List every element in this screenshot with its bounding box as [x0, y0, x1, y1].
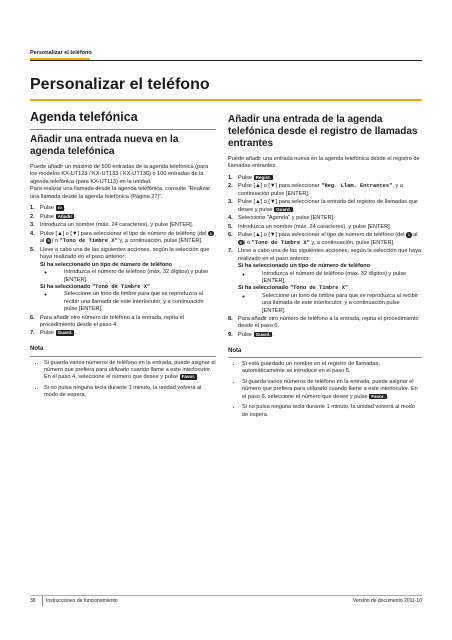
- phonebook-key-icon: ▭: [57, 205, 62, 211]
- save-softkey: Guard.: [276, 206, 291, 212]
- step: 5. Lleve a cabo una de las siguientes acciones, según la selección que haya realizado en el paso anterior: Si ha seleccionado un tipo de número de teléfono ◦ Introduzca el número de teléfono (máx. 32 dígitos) y pulse [ENTER]. Si ha seleccionado "Tono de Timbre X" ◦ Seleccione un tono de timbre para que se reproduzca al recibir una llamada de este interlocutor, y a continuación pulse [ENTER].: [30, 247, 216, 314]
- favorite-softkey: Favor.: [181, 374, 196, 380]
- page-title: Personalizar el teléfono: [30, 76, 210, 93]
- step: 4. Pulse [▲] o [▼] para seleccionar el tipo de número de teléfono (del 1 al 5 ) o "Tono de Timbre X" y, a continuación, pulse [ENTER].: [30, 230, 212, 245]
- step: 3. Pulse [▲] o [▼] para seleccionar la entrada del registro de llamadas que desee y pulse Guard. .: [228, 199, 418, 213]
- save-softkey: Guard.: [57, 330, 73, 336]
- step: 9. Pulse Guard. .: [228, 331, 274, 339]
- intro-paragraph: Puede añadir una entrada nueva en la agenda telefónica desde el registro de llamadas entrantes.: [228, 156, 420, 170]
- step-list: [30, 205, 216, 338]
- step: 6. Pulse [▲] o [▼] para seleccionar el tipo de número de teléfono (del 1 al 5 ) o "Tono de Timbre X" y, a continuación, pulse [ENTER].: [228, 232, 418, 246]
- header-rule: [30, 60, 422, 61]
- add-softkey: Añadir: [57, 213, 73, 219]
- note-item: • Si no pulsa ninguna tecla durante 1 minuto, la unidad volverá al modo de espera.: [242, 404, 422, 419]
- note-heading: Nota: [30, 346, 216, 356]
- note-heading: Nota: [228, 348, 422, 358]
- condition-heading: Si ha seleccionado "Tono de Timbre X": [238, 285, 349, 292]
- running-header: Personalizar el teléfono: [30, 50, 92, 56]
- footer-version: Versión de documento 2011-10: [352, 598, 422, 604]
- intro-paragraph: Para realizar una llamada desde la agenda telefónica, consulte "Realizar una llamada desde la agenda telefónica (Página 27)".: [30, 186, 211, 200]
- note-item: • Si no pulsa ninguna tecla durante 1 minuto, la unidad volverá al modo de espera.: [44, 385, 216, 400]
- step: 5. Introduzca un nombre (máx. 24 caracteres), y pulse [ENTER].: [228, 223, 392, 230]
- subsection-heading: Añadir una entrada nueva en la agenda telefónica: [30, 134, 179, 157]
- step: 1. Pulse ▭ .: [30, 205, 66, 212]
- step: 4. Seleccione "Agenda" y pulse [ENTER].: [228, 215, 335, 222]
- title-rule: [30, 99, 422, 101]
- section-heading: Agenda telefónica: [30, 110, 216, 130]
- condition-heading: Si ha seleccionado "Tono de Timbre X": [40, 284, 151, 291]
- list-item: ◦ Seleccione un tono de timbre para que se reproduzca al recibir una llamada de este interlocutor, y a continuación pulse [ENTER].: [54, 291, 216, 313]
- number-1-icon: 1: [407, 232, 410, 238]
- note-item: • Si guarda varios números de teléfono en la entrada, puede asignar el número que prefiera para utilizarlo cuando llame a este interlocutor. En el paso 6, seleccione el número que desee y pulse Favor. .: [242, 379, 422, 401]
- footer-divider: [42, 596, 43, 606]
- step: 3. Introduzca un nombre (máx. 24 caracteres), y pulse [ENTER].: [30, 222, 194, 229]
- log-softkey: Regist.: [255, 174, 271, 180]
- step: 7. Lleve a cabo una de las siguientes acciones, según la selección que haya realizado en el paso anterior: Si ha seleccionado un tipo de número de teléfono ◦ Introduzca el número de teléfono (máx. 32 dígitos) y pulse [ENTER]. Si ha seleccionado "Tono de Timbre X" ◦ Seleccione un tono de timbre para que se reproduzca al recibir una llamada de este interlocutor, y a continuación pulse [ENTER].: [228, 248, 422, 315]
- save-softkey: Guard.: [255, 331, 271, 337]
- step: 7. Pulse Guard. .: [30, 330, 76, 337]
- list-item: ◦ Introduzca el número de teléfono (máx. 32 dígitos) y pulse [ENTER].: [252, 271, 422, 286]
- note-item: • Si está guardado un nombre en el registro de llamadas, automáticamente se introduce en el paso 5.: [242, 361, 422, 376]
- favorite-softkey: Favor.: [371, 393, 385, 399]
- note-item: • Si guarda varios números de teléfono en la entrada, puede asignar el número que prefiera para utilizarlo cuando llame a este interlocutor. En el paso 4, seleccione el número que desee y pulse Favor. .: [44, 360, 216, 382]
- note-list: [228, 361, 422, 419]
- intro-paragraph: Puede añadir un máximo de 500 entradas de la agenda telefónica (para los modelos KX-UT123 / KX-UT133 / KX-UT136) o 100 entradas de la agenda telefónica (para KX-UT113) en la unidad.: [30, 164, 209, 185]
- left-column: [30, 106, 216, 403]
- step: 8. Para añadir otro número de teléfono a la entrada, repita el procedimiento desde el paso 6.: [228, 316, 419, 330]
- footer-doc-title: Instrucciones de funcionamiento: [46, 598, 118, 604]
- step: 6. Para añadir otro número de teléfono a la entrada, repita el procedimiento desde el paso 4.: [30, 314, 184, 329]
- right-column: [228, 106, 422, 422]
- step: 1. Pulse Regist. .: [228, 174, 275, 182]
- step: 2. Pulse [▲] o [▼] para seleccionar "Reg. Llam. Entrantes", y a continuación pulse [ENTER].: [228, 183, 403, 197]
- number-1-icon: 1: [209, 230, 212, 236]
- number-5-icon: 5: [47, 238, 50, 244]
- condition-heading: Si ha seleccionado un tipo de número de teléfono: [40, 261, 173, 268]
- subsection-heading: Añadir una entrada de la agenda telefónica desde el registro de llamadas entrantes: [228, 114, 418, 149]
- step: 2. Pulse Añadir .: [30, 213, 76, 220]
- list-item: ◦ Seleccione un tono de timbre para que se reproduzca al recibir una llamada de este interlocutor, y a continuación pulse [ENTER].: [252, 293, 422, 315]
- list-item: ◦ Introduzca el número de teléfono (máx. 32 dígitos) y pulse [ENTER].: [54, 269, 216, 284]
- step-list: [228, 175, 422, 340]
- note-list: [30, 360, 216, 400]
- footer-rule: [30, 595, 422, 596]
- page-number: 38: [30, 598, 36, 604]
- number-5-icon: 5: [239, 239, 242, 245]
- condition-heading: Si ha seleccionado un tipo de número de teléfono: [238, 263, 371, 270]
